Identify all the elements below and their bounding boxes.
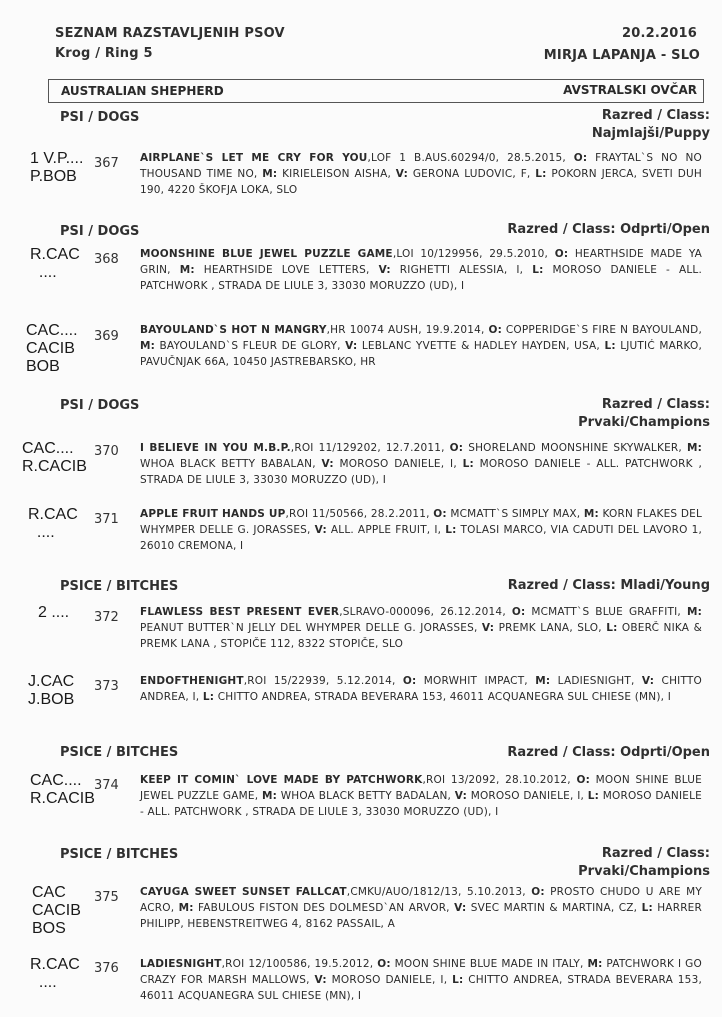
dog-entry: I BELIEVE IN YOU M.B.P.,ROI 11/129202, 12.7.2011, O: SHORELAND MOONSHINE SKYWALKER, M: WHOA BLACK BETTY BABALAN, V: MOROSO DANIELE, I, L: MOROSO DANIELE - ALL. PATCHWORK , STRADA DE LIULE 3, 33030 MORUZZO (UD), I (140, 442, 703, 486)
field-label: V: (345, 340, 358, 352)
field-label: L: (641, 902, 653, 914)
document-title: SEZNAM RAZSTAVLJENIH PSOV (55, 26, 285, 41)
dog-entry: APPLE FRUIT HANDS UP,ROI 11/50566, 28.2.2011, O: MCMATT`S SIMPLY MAX, M: KORN FLAKES DEL WHYMPER DELLE G. JORASSES, V: ALL. APPLE FRUIT, I, L: TOLASI MARCO, VIA CADUTI DEL LAVORO 1, 26010 CREMONA, I (140, 508, 703, 552)
field-label: M: (686, 442, 702, 454)
field-label: O: (377, 958, 391, 970)
dog-name: FLAWLESS BEST PRESENT EVER (140, 606, 340, 618)
ring-label: Krog / Ring 5 (55, 46, 153, 61)
catalog-number: 376 (94, 961, 119, 976)
dog-entry: LADIESNIGHT,ROI 12/100586, 19.5.2012, O: MOON SHINE BLUE MADE IN ITALY, M: PATCHWORK I GO CRAZY FOR MARSH MALLOWS, V: MOROSO DANIELE, I, L: CHITTO ANDREA, STRADA BEVERARA 153, 46011 ACQUANEGRA SUL CHIESE (MN), I (140, 958, 702, 1002)
section-class (578, 396, 710, 432)
catalog-number: 372 (94, 610, 119, 625)
catalog-number: 375 (94, 890, 119, 905)
field-label: M: (686, 606, 702, 618)
field-label: O: (449, 442, 464, 454)
catalog-number: 367 (94, 156, 119, 171)
field-label: L: (445, 524, 457, 536)
breed-name-en: AUSTRALIAN SHEPHERD (61, 84, 224, 98)
catalog-number: 370 (94, 444, 119, 459)
field-label: V: (641, 675, 655, 687)
section-class (592, 107, 710, 143)
judge-name: MIRJA LAPANJA - SLO (543, 48, 700, 63)
class-label: Razred / Class: (601, 108, 710, 123)
field-label: O: (511, 606, 526, 618)
field-label: V: (378, 264, 391, 276)
show-date: 20.2.2016 (622, 26, 697, 41)
dog-name: MOONSHINE BLUE JEWEL PUZZLE GAME (140, 248, 393, 260)
dog-name: I BELIEVE IN YOU M.B.P. (140, 442, 291, 454)
dog-name: LADIESNIGHT (140, 958, 222, 970)
dog-name: AIRPLANE`S LET ME CRY FOR YOU (140, 152, 368, 164)
field-label: L: (606, 622, 618, 634)
dog-entry: MOONSHINE BLUE JEWEL PUZZLE GAME,LOI 10/129956, 29.5.2010, O: HEARTHSIDE MADE YA GRIN, M: HEARTHSIDE LOVE LETTERS, V: RIGHETTI ALESSIA, I, L: MOROSO DANIELE - ALL. PATCHWORK , STRADA DE LIULE 3, 33030 MORUZZO (UD), I (140, 248, 702, 292)
section-sex: PSICE / BITCHES (60, 847, 179, 862)
section-class (508, 577, 710, 595)
dog-entry: KEEP IT COMIN` LOVE MADE BY PATCHWORK,ROI 13/2092, 28.10.2012, O: MOON SHINE BLUE JEWEL PUZZLE GAME, M: WHOA BLACK BETTY BADALAN, V: MOROSO DANIELE, I, L: MOROSO DANIELE - ALL. PATCHWORK , STRADA DE LIULE 3, 33030 MORUZZO (UD), I (140, 774, 702, 818)
section-sex: PSI / DOGS (60, 224, 140, 239)
catalog-number: 373 (94, 679, 119, 694)
field-label: L: (452, 974, 464, 986)
catalog-number: 374 (94, 778, 119, 793)
breed-name-sl: AVSTRALSKI OVČAR (563, 83, 697, 97)
dog-name: BAYOULAND`S HOT N MANGRY (140, 324, 327, 336)
dog-entry: BAYOULAND`S HOT N MANGRY,HR 10074 AUSH, 19.9.2014, O: COPPERIDGE`S FIRE N BAYOULAND, M: BAYOULAND`S FLEUR DE GLORY, V: LEBLANC YVETTE & HADLEY HAYDEN, USA, L: LJUTIĆ MARKO, PAVUČNJAK 66A, 10450 JASTREBARSKO, HR (140, 324, 702, 368)
class-label: Razred / Class: (601, 397, 710, 412)
class-name: Prvaki/Champions (578, 864, 710, 879)
field-label: O: (402, 675, 417, 687)
award-handwritten: R.CAC .... (28, 506, 78, 541)
section-class (578, 845, 710, 881)
dog-entry: ENDOFTHENIGHT,ROI 15/22939, 5.12.2014, O: MORWHIT IMPACT, M: LADIESNIGHT, V: CHITTO ANDREA, I, L: CHITTO ANDREA, STRADA BEVERARA 153, 46011 ACQUANEGRA SUL CHIESE (MN), I (140, 675, 702, 703)
field-label: V: (395, 168, 409, 180)
catalog-number: 368 (94, 252, 119, 267)
dog-entry: FLAWLESS BEST PRESENT EVER,SLRAVO-000096, 26.12.2014, O: MCMATT`S BLUE GRAFFITI, M: PEANUT BUTTER`N JELLY DEL WHYMPER DELLE G. JORASSES, V: PREMK LANA, SLO, L: OBERČ NIKA & PREMK LANA , STOPIČE 112, 8322 STOPIČE, SLO (140, 606, 702, 650)
field-label: V: (454, 902, 467, 914)
field-label: L: (604, 340, 616, 352)
field-label: L: (462, 458, 474, 470)
award-handwritten: CAC.... CACIB BOB (26, 322, 78, 375)
field-label: M: (140, 340, 156, 352)
field-label: V: (314, 974, 327, 986)
field-label: M: (261, 790, 277, 802)
field-label: M: (178, 902, 194, 914)
breed-header (48, 79, 704, 103)
class-label: Razred / Class: Odprti/Open (507, 745, 710, 760)
field-label: L: (532, 264, 544, 276)
field-label: V: (454, 790, 468, 802)
field-label: V: (314, 524, 327, 536)
dog-name: CAYUGA SWEET SUNSET FALLCAT (140, 886, 347, 898)
field-label: V: (481, 622, 495, 634)
award-handwritten: 1 V.P.... P.BOB (30, 150, 84, 185)
section-sex: PSICE / BITCHES (60, 745, 179, 760)
field-label: L: (535, 168, 547, 180)
award-handwritten: J.CAC J.BOB (28, 673, 75, 708)
dog-entry: AIRPLANE`S LET ME CRY FOR YOU,LOF 1 B.AUS.60294/0, 28.5.2015, O: FRAYTAL`S NO NO THOUSAND TIME NO, M: KIRIELEISON AISHA, V: GERONA LUDOVIC, F, L: POKORN JERCA, SVETI DUH 190, 4220 ŠKOFJA LOKA, SLO (140, 152, 702, 196)
class-label: Razred / Class: (601, 846, 710, 861)
field-label: O: (488, 324, 502, 336)
field-label: M: (535, 675, 551, 687)
class-label: Razred / Class: Mladi/Young (507, 578, 710, 593)
field-label: O: (433, 508, 447, 520)
dog-name: KEEP IT COMIN` LOVE MADE BY PATCHWORK (140, 774, 423, 786)
field-label: M: (262, 168, 278, 180)
section-sex: PSICE / BITCHES (60, 579, 179, 594)
field-label: V: (321, 458, 334, 470)
award-handwritten: R.CAC .... (30, 246, 80, 281)
class-name: Najmlajši/Puppy (591, 126, 710, 141)
field-label: O: (573, 152, 588, 164)
section-sex: PSI / DOGS (60, 398, 140, 413)
award-handwritten: CAC.... R.CACIB (30, 772, 95, 807)
field-label: O: (576, 774, 590, 786)
field-label: O: (531, 886, 545, 898)
catalog-number: 369 (94, 329, 119, 344)
award-handwritten: 2 .... (38, 604, 70, 621)
dog-entry: CAYUGA SWEET SUNSET FALLCAT,CMKU/AUO/1812/13, 5.10.2013, O: PROSTO CHUDO U ARE MY ACRO, M: FABULOUS FISTON DES DOLMESD`AN ARVOR, V: SVEC MARTIN & MARTINA, CZ, L: HARRER PHILIPP, HEBENSTREITWEG 4, 8162 PASSAIL, A (140, 886, 703, 930)
section-class (507, 744, 710, 762)
section-class (507, 221, 710, 239)
field-label: M: (587, 958, 603, 970)
award-handwritten: R.CAC .... (30, 956, 80, 991)
field-label: L: (587, 790, 600, 802)
award-handwritten: CAC.... R.CACIB (22, 440, 87, 475)
field-label: L: (202, 691, 215, 703)
section-sex: PSI / DOGS (60, 110, 140, 125)
field-label: M: (583, 508, 599, 520)
field-label: O: (554, 248, 569, 260)
dog-name: APPLE FRUIT HANDS UP (140, 508, 286, 520)
dog-name: ENDOFTHENIGHT (140, 675, 244, 687)
award-handwritten: CAC CACIB BOS (32, 884, 81, 937)
class-label: Razred / Class: Odprti/Open (507, 222, 710, 237)
catalog-number: 371 (94, 512, 119, 527)
field-label: M: (179, 264, 195, 276)
class-name: Prvaki/Champions (578, 415, 710, 430)
